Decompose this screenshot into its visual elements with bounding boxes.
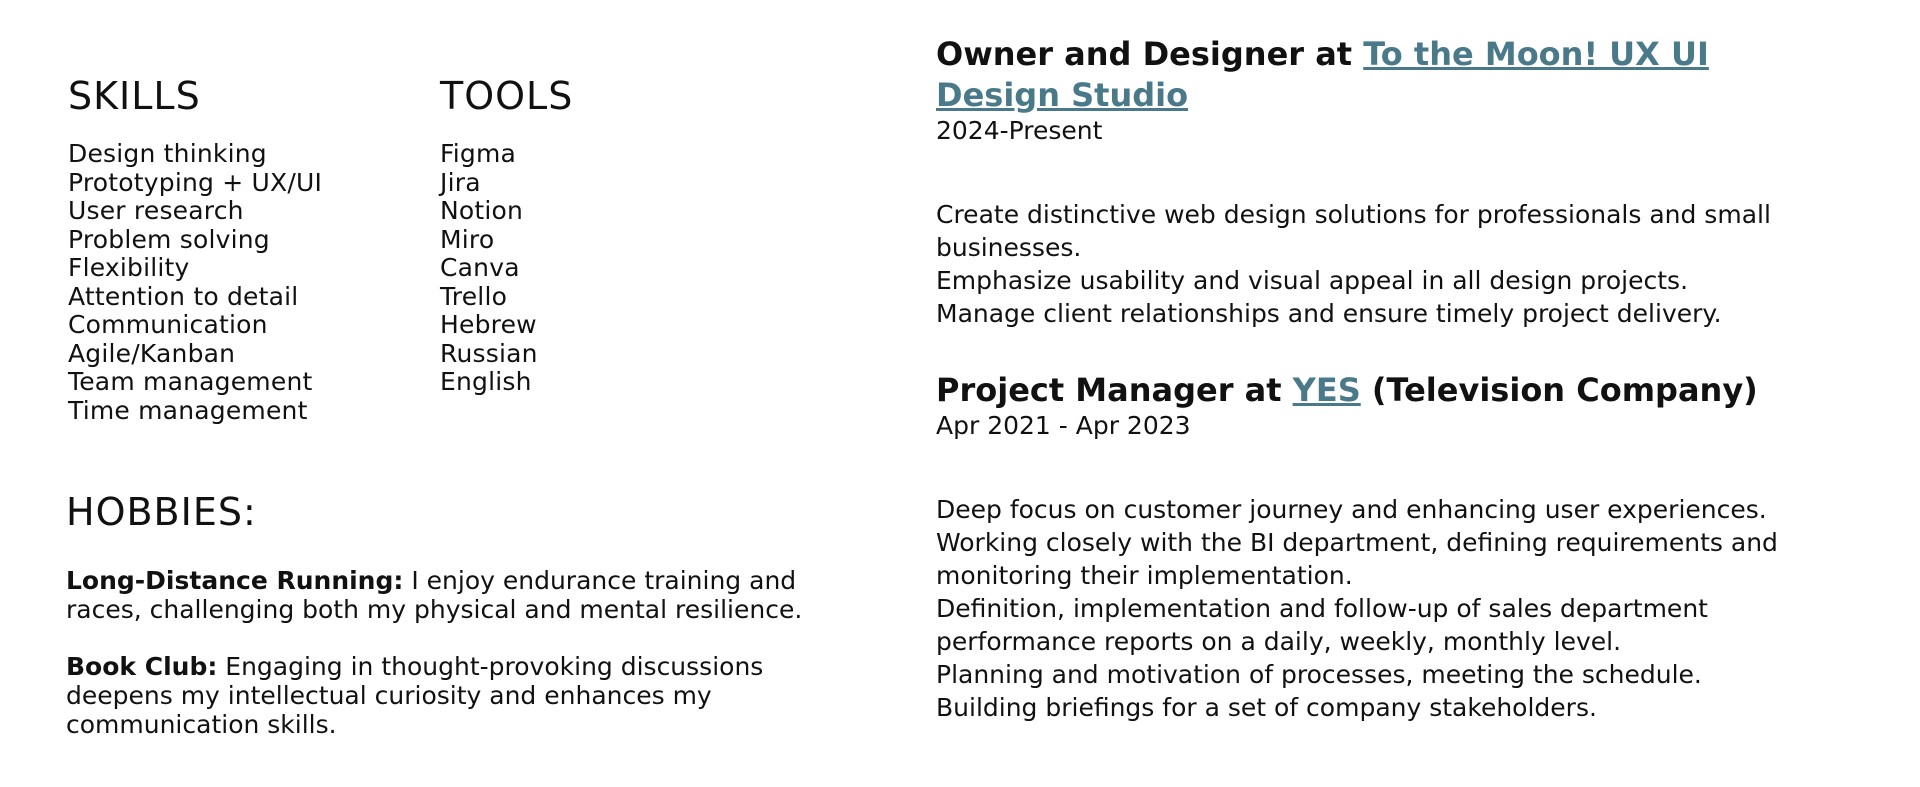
tools-list: [440, 140, 740, 397]
job-entry: [936, 34, 1836, 330]
tool-item: Notion: [440, 196, 524, 225]
hobby-running: [66, 566, 866, 624]
job-description-line: Building briefings for a set of company stakeholders.: [936, 693, 1597, 722]
experience-section: [936, 34, 1836, 764]
hobby-book-club: [66, 652, 866, 739]
tool-item: Figma: [440, 139, 517, 168]
job-description: [936, 198, 1836, 330]
hobby-text: I enjoy endurance training and races, challenging both my physical and mental resilience.: [66, 566, 803, 624]
job-description-line: Manage client relationships and ensure timely project delivery.: [936, 299, 1722, 328]
skills-heading: SKILLS: [68, 74, 201, 118]
skill-item: Team management: [68, 367, 313, 396]
tool-item: Trello: [440, 281, 508, 311]
skill-item: Agile/Kanban: [68, 338, 236, 368]
skills-section: [68, 72, 408, 425]
job-title: [936, 370, 1836, 411]
skill-item: Time management: [68, 395, 308, 425]
tool-item: Jira: [440, 167, 481, 197]
job-title: [936, 34, 1836, 116]
skill-item: User research: [68, 196, 244, 225]
skill-item: Attention to detail: [68, 281, 299, 311]
job-dates: 2024-Present: [936, 116, 1103, 145]
job-description-line: Emphasize usability and visual appeal in all design projects.: [936, 266, 1689, 295]
skill-item: Design thinking: [68, 139, 267, 168]
hobby-name: Long-Distance Running:: [66, 566, 404, 595]
tool-item: Hebrew: [440, 310, 537, 339]
skill-item: Prototyping + UX/UI: [68, 167, 323, 197]
company-link[interactable]: YES: [1292, 371, 1361, 409]
job-description-line: Create distinctive web design solutions for professionals and small businesses.: [936, 200, 1771, 262]
job-description-line: Working closely with the BI department, defining requirements and monitoring their implementation.: [936, 528, 1778, 590]
tool-item: Miro: [440, 224, 495, 254]
skill-item: Flexibility: [68, 253, 190, 282]
tool-item: Canva: [440, 253, 520, 282]
tool-item: English: [440, 367, 532, 396]
skills-list: [68, 140, 408, 425]
hobbies-section: [66, 488, 866, 767]
job-dates: Apr 2021 - Apr 2023: [936, 411, 1191, 440]
hobby-text: Engaging in thought-provoking discussions deepens my intellectual curiosity and enhances my communication skills.: [66, 652, 764, 739]
tool-item: Russian: [440, 338, 538, 368]
job-title-prefix: Project Manager at: [936, 371, 1293, 409]
job-description-line: Planning and motivation of processes, meeting the schedule.: [936, 660, 1702, 689]
hobby-name: Book Club:: [66, 652, 218, 681]
skill-item: Communication: [68, 310, 268, 339]
tools-heading: TOOLS: [440, 74, 574, 118]
tools-section: [440, 72, 740, 397]
job-description-line: Definition, implementation and follow-up of sales department performance reports on a daily, weekly, monthly level.: [936, 594, 1708, 656]
hobbies-heading: HOBBIES:: [66, 490, 257, 534]
company-link[interactable]: To the Moon! UX UI Design Studio: [936, 35, 1709, 114]
job-description-line: Deep focus on customer journey and enhancing user experiences.: [936, 495, 1767, 524]
job-title-suffix: (Television Company): [1360, 371, 1758, 409]
job-description: [936, 493, 1836, 724]
job-entry: [936, 370, 1836, 724]
skill-item: Problem solving: [68, 224, 270, 254]
job-title-prefix: Owner and Designer at: [936, 35, 1364, 73]
